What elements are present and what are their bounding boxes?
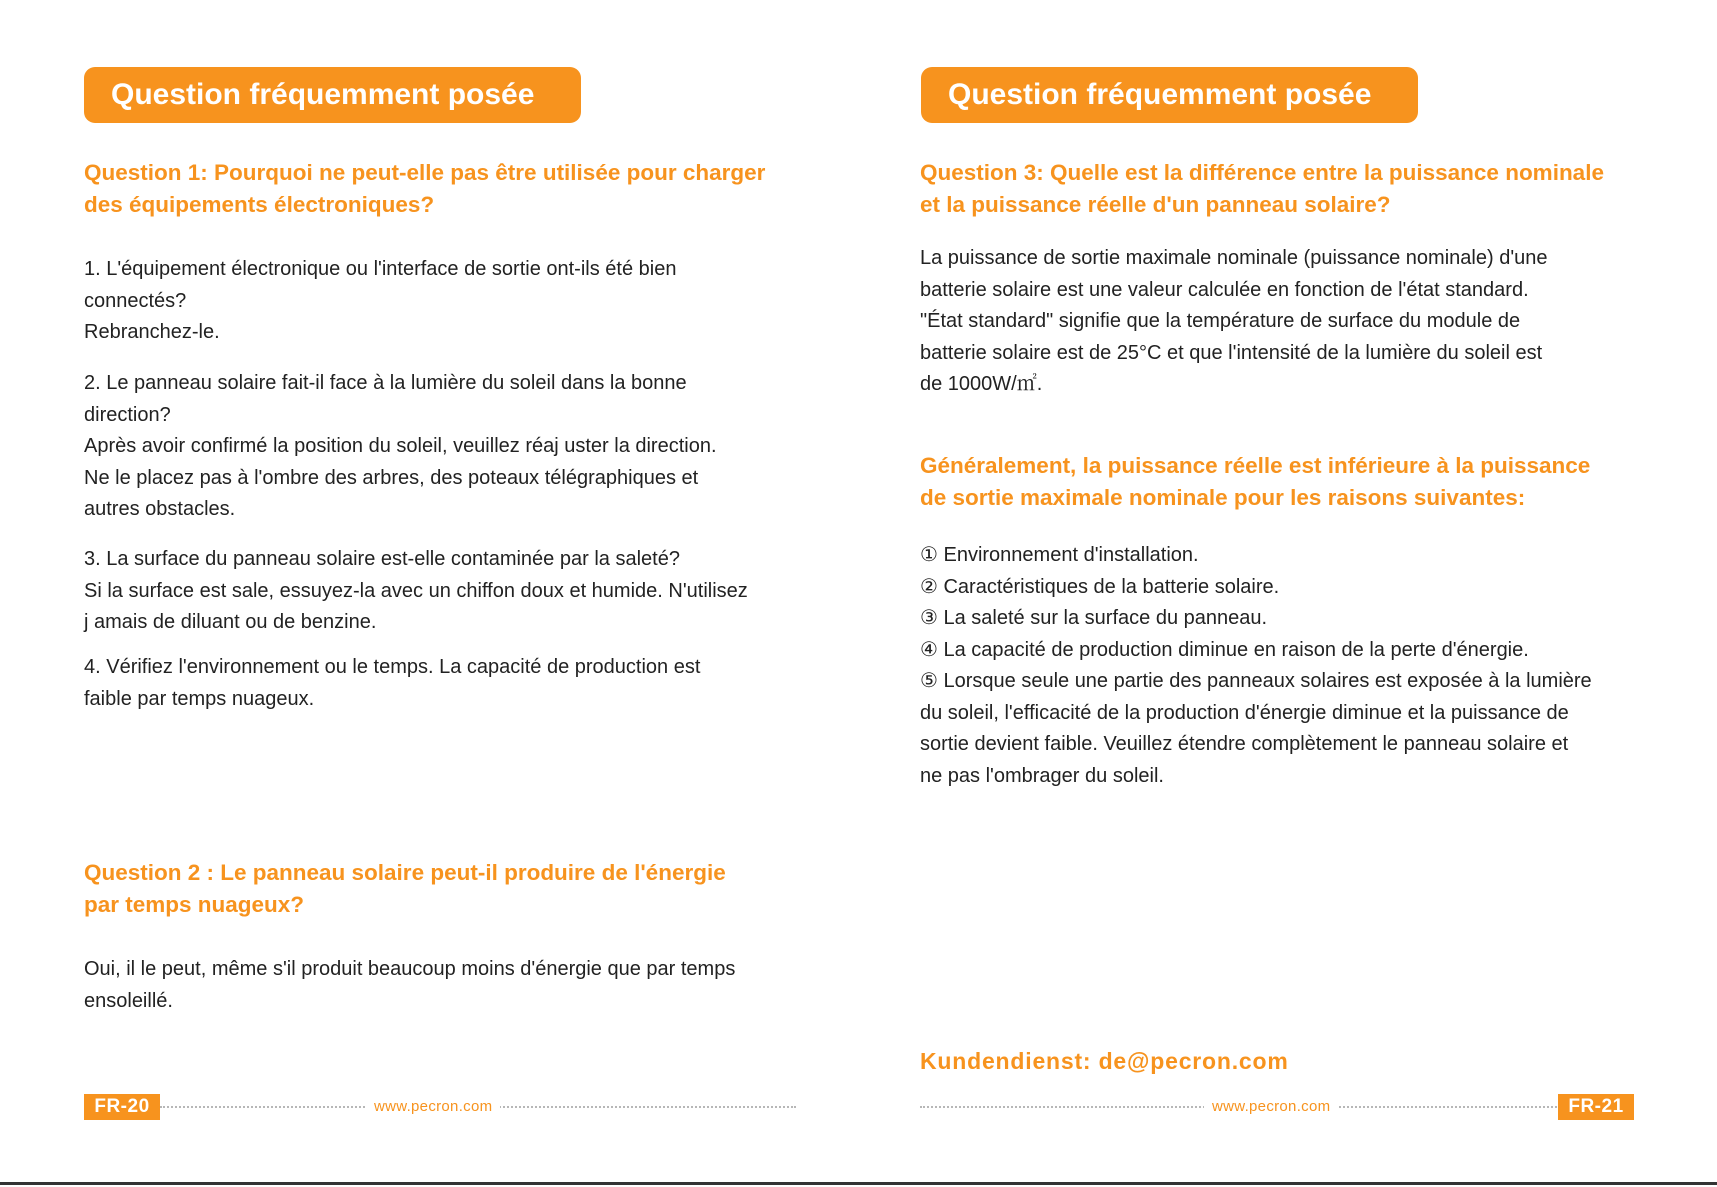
page-number-badge: FR-20: [84, 1094, 160, 1120]
website-label: www.pecron.com: [1204, 1094, 1338, 1120]
question-2-title: [84, 857, 824, 921]
website-label: www.pecron.com: [366, 1094, 500, 1120]
question-1-item-4: [84, 652, 824, 715]
text-line: ne pas l'ombrager du soleil.: [920, 764, 1164, 787]
text-line: ensoleillé.: [84, 989, 173, 1012]
text-line: 1. L'équipement électronique ou l'interface de sortie ont-ils été bien: [84, 258, 677, 280]
question-3-title-line: Question 3: Quelle est la différence entre la puissance nominale: [920, 160, 1604, 185]
text-line: 2. Le panneau solaire fait-il face à la lumière du soleil dans la bonne: [84, 372, 687, 394]
question-1-item-3: [84, 544, 824, 639]
text-line: Rebranchez-le.: [84, 321, 220, 343]
reasons-list: [920, 540, 1710, 792]
text-line: de 1000W/㎡.: [920, 373, 1043, 395]
text-line: 3. La surface du panneau solaire est-elle contaminée par la saleté?: [84, 548, 680, 570]
faq-banner: Question fréquemment posée: [921, 67, 1418, 123]
text-line: 4. Vérifiez l'environnement ou le temps. La capacité de production est: [84, 656, 701, 678]
list-item: ⑤ Lorsque seule une partie des panneaux solaires est exposée à la lumière: [920, 670, 1592, 692]
text-line: "État standard" signifie que la température de surface du module de: [920, 310, 1521, 332]
page-number-badge: FR-21: [1558, 1094, 1634, 1120]
text-line: faible par temps nuageux.: [84, 687, 315, 710]
question-1-item-2: [84, 368, 824, 526]
text-line: sortie devient faible. Veuillez étendre complètement le panneau solaire et: [920, 733, 1569, 755]
text-line: batterie solaire est une valeur calculée en fonction de l'état standard.: [920, 278, 1529, 301]
list-item: ② Caractéristiques de la batterie solaire.: [920, 575, 1280, 598]
left-page: [0, 0, 858, 1187]
text-line: La puissance de sortie maximale nominale (puissance nominale) d'une: [920, 247, 1548, 269]
list-item: ④ La capacité de production diminue en raison de la perte d'énergie.: [920, 638, 1529, 661]
text-line: Après avoir confirmé la position du soleil, veuillez réaj uster la direction.: [84, 435, 717, 457]
text-line: connectés?: [84, 289, 187, 312]
list-item: ③ La saleté sur la surface du panneau.: [920, 607, 1268, 629]
reasons-title-line: Généralement, la puissance réelle est inférieure à la puissance: [920, 453, 1591, 478]
text-line: Oui, il le peut, même s'il produit beaucoup moins d'énergie que par temps: [84, 958, 736, 980]
text-line: batterie solaire est de 25°C et que l'intensité de la lumière du soleil est: [920, 341, 1543, 364]
faq-banner: Question fréquemment posée: [84, 67, 581, 123]
question-3-title-line: et la puissance réelle d'un panneau solaire?: [920, 192, 1391, 217]
text-line: du soleil, l'efficacité de la production d'énergie diminue et la puissance de: [920, 701, 1569, 724]
list-item: ① Environnement d'installation.: [920, 544, 1199, 566]
question-1-title: [84, 157, 824, 221]
question-1-title-line: Question 1: Pourquoi ne peut-elle pas être utilisée pour charger: [84, 160, 766, 185]
question-3-answer: [920, 243, 1700, 401]
text-line: j amais de diluant ou de benzine.: [84, 611, 377, 633]
question-2-answer: [84, 954, 824, 1017]
question-3-title: [920, 157, 1700, 221]
customer-service-contact: Kundendienst: de@pecron.com: [920, 1048, 1289, 1074]
question-1-title-line: des équipements électroniques?: [84, 192, 435, 217]
question-2-title-line: par temps nuageux?: [84, 892, 305, 917]
text-line: Si la surface est sale, essuyez-la avec un chiffon doux et humide. N'utilisez: [84, 579, 748, 602]
reasons-title-line: de sortie maximale nominale pour les raisons suivantes:: [920, 485, 1526, 510]
text-line: direction?: [84, 403, 171, 426]
question-1-item-1: [84, 254, 824, 349]
question-2-title-line: Question 2 : Le panneau solaire peut-il produire de l'énergie: [84, 860, 726, 885]
bottom-rule: [0, 1182, 1717, 1185]
reasons-title: [920, 450, 1700, 514]
right-page: [858, 0, 1717, 1187]
text-line: Ne le placez pas à l'ombre des arbres, des poteaux télégraphiques et: [84, 466, 699, 489]
text-line: autres obstacles.: [84, 498, 236, 520]
